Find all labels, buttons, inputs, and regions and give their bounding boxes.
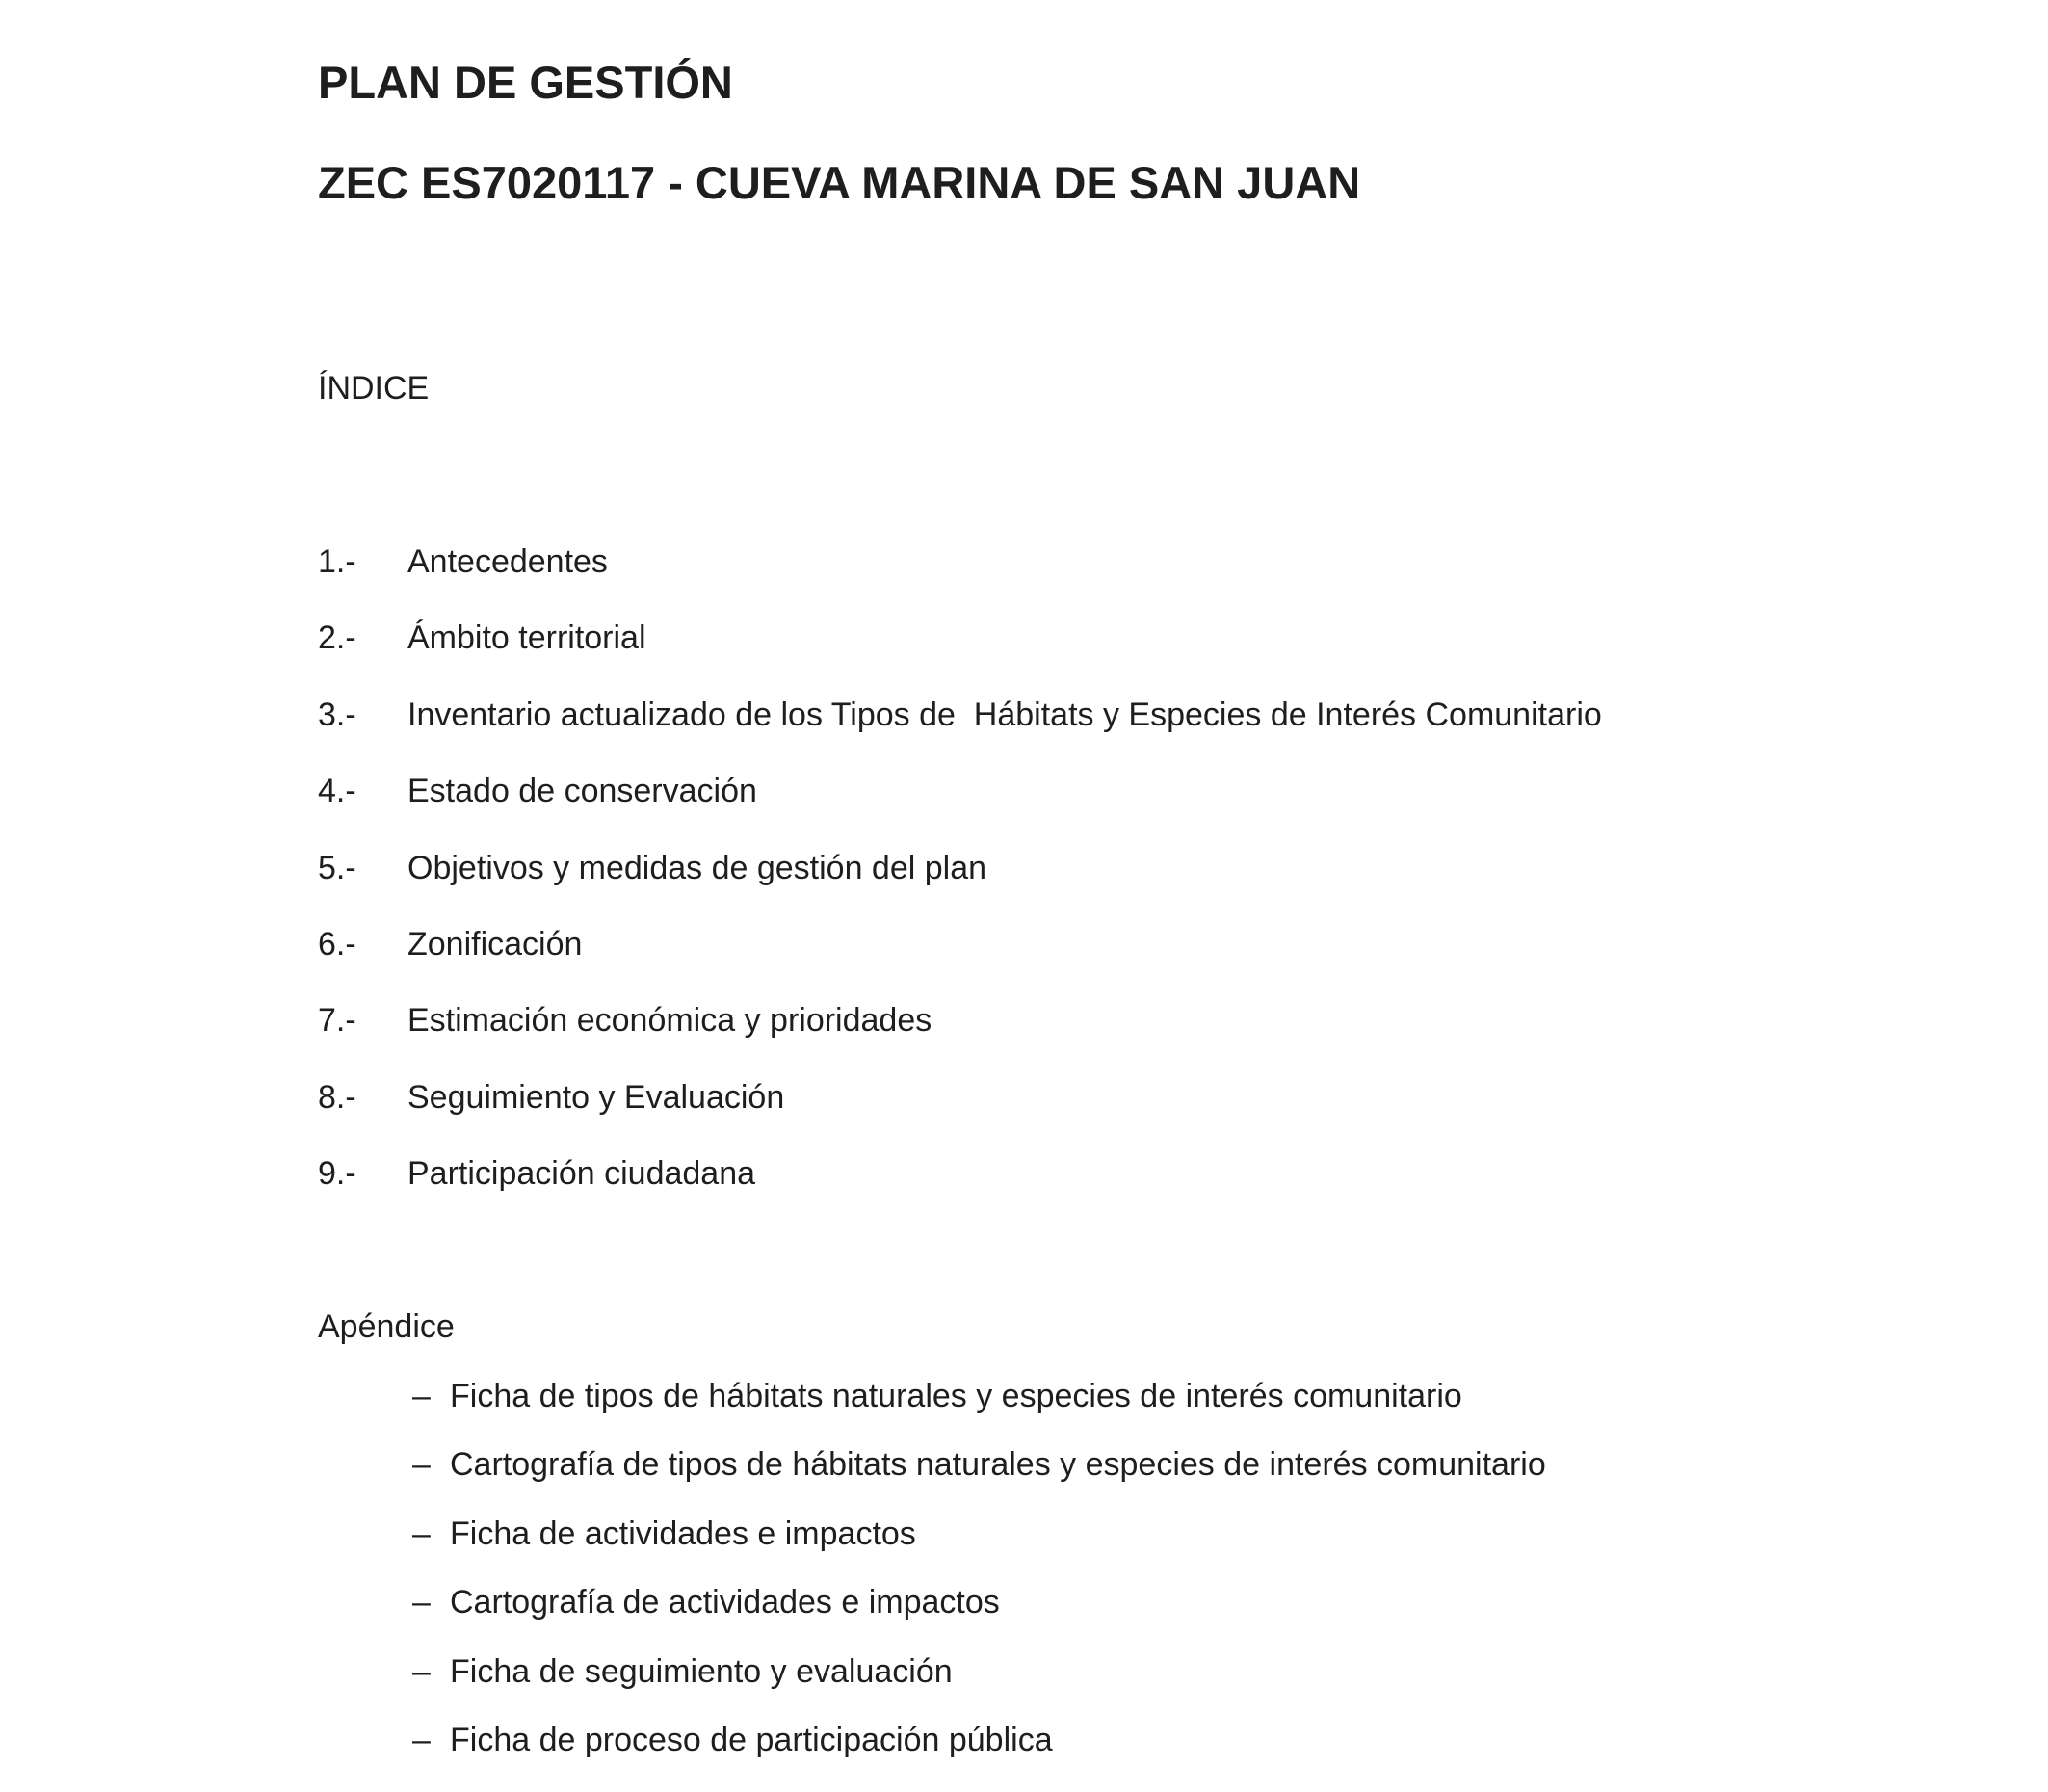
- dash-bullet-icon: –: [412, 1721, 431, 1758]
- toc-item-label: Seguimiento y Evaluación: [407, 1078, 785, 1116]
- appendix-item: [412, 1586, 1546, 1654]
- appendix-item: [412, 1721, 1546, 1792]
- dash-bullet-icon: –: [412, 1378, 431, 1414]
- appendix-item: [412, 1652, 1546, 1724]
- dash-bullet-icon: –: [412, 1652, 431, 1690]
- toc-item-number: 6.-: [318, 925, 356, 962]
- toc-item-number: 5.-: [318, 849, 356, 886]
- table-of-contents: [318, 545, 1602, 1234]
- appendix-list: [412, 1380, 1546, 1792]
- dash-bullet-icon: –: [412, 1584, 431, 1621]
- toc-item: [318, 1157, 1602, 1233]
- toc-item-number: 7.-: [318, 1002, 356, 1040]
- appendix-item-label: Cartografía de tipos de hábitats naturales y especies de interés comunitario: [450, 1446, 1546, 1484]
- dash-bullet-icon: –: [412, 1446, 431, 1484]
- document-title: PLAN DE GESTIÓN: [318, 57, 733, 108]
- appendix-item-label: Cartografía de actividades e impactos: [450, 1584, 1000, 1621]
- toc-item-label: Estimación económica y prioridades: [407, 1002, 932, 1040]
- toc-item-number: 4.-: [318, 773, 356, 810]
- toc-item: [318, 698, 1602, 775]
- document-subtitle: ZEC ES7020117 - CUEVA MARINA DE SAN JUAN: [318, 157, 1361, 208]
- toc-item-number: 8.-: [318, 1078, 356, 1116]
- appendix-heading: Apéndice: [318, 1308, 455, 1345]
- appendix-item: [412, 1517, 1546, 1586]
- appendix-item: [412, 1380, 1546, 1448]
- appendix-item-label: Ficha de actividades e impactos: [450, 1515, 916, 1552]
- toc-item: [318, 849, 1602, 928]
- appendix-item-label: Ficha de proceso de participación pública: [450, 1721, 1053, 1758]
- dash-bullet-icon: –: [412, 1515, 431, 1552]
- appendix-item: [412, 1448, 1546, 1516]
- toc-item-number: 9.-: [318, 1155, 356, 1193]
- toc-item: [318, 925, 1602, 1004]
- appendix-item-label: Ficha de tipos de hábitats naturales y especies de interés comunitario: [450, 1378, 1462, 1414]
- toc-item: [318, 775, 1602, 851]
- toc-item-label: Participación ciudadana: [407, 1155, 756, 1193]
- appendix-item-label: Ficha de seguimiento y evaluación: [450, 1652, 953, 1690]
- toc-item: [318, 545, 1602, 621]
- index-heading: ÍNDICE: [318, 370, 430, 407]
- toc-item: [318, 1004, 1602, 1080]
- toc-item-label: Antecedentes: [407, 543, 608, 580]
- toc-item-number: 1.-: [318, 543, 356, 580]
- toc-item-label: Zonificación: [407, 925, 583, 962]
- toc-item: [318, 621, 1602, 698]
- toc-item-label: Inventario actualizado de los Tipos de Hábitats y Especies de Interés Comunitario: [407, 696, 1602, 733]
- toc-item-number: 3.-: [318, 696, 356, 733]
- toc-item-number: 2.-: [318, 619, 356, 657]
- toc-item-label: Ámbito territorial: [407, 619, 646, 657]
- toc-item-label: Estado de conservación: [407, 773, 757, 810]
- toc-item: [318, 1078, 1602, 1157]
- toc-item-label: Objetivos y medidas de gestión del plan: [407, 849, 987, 886]
